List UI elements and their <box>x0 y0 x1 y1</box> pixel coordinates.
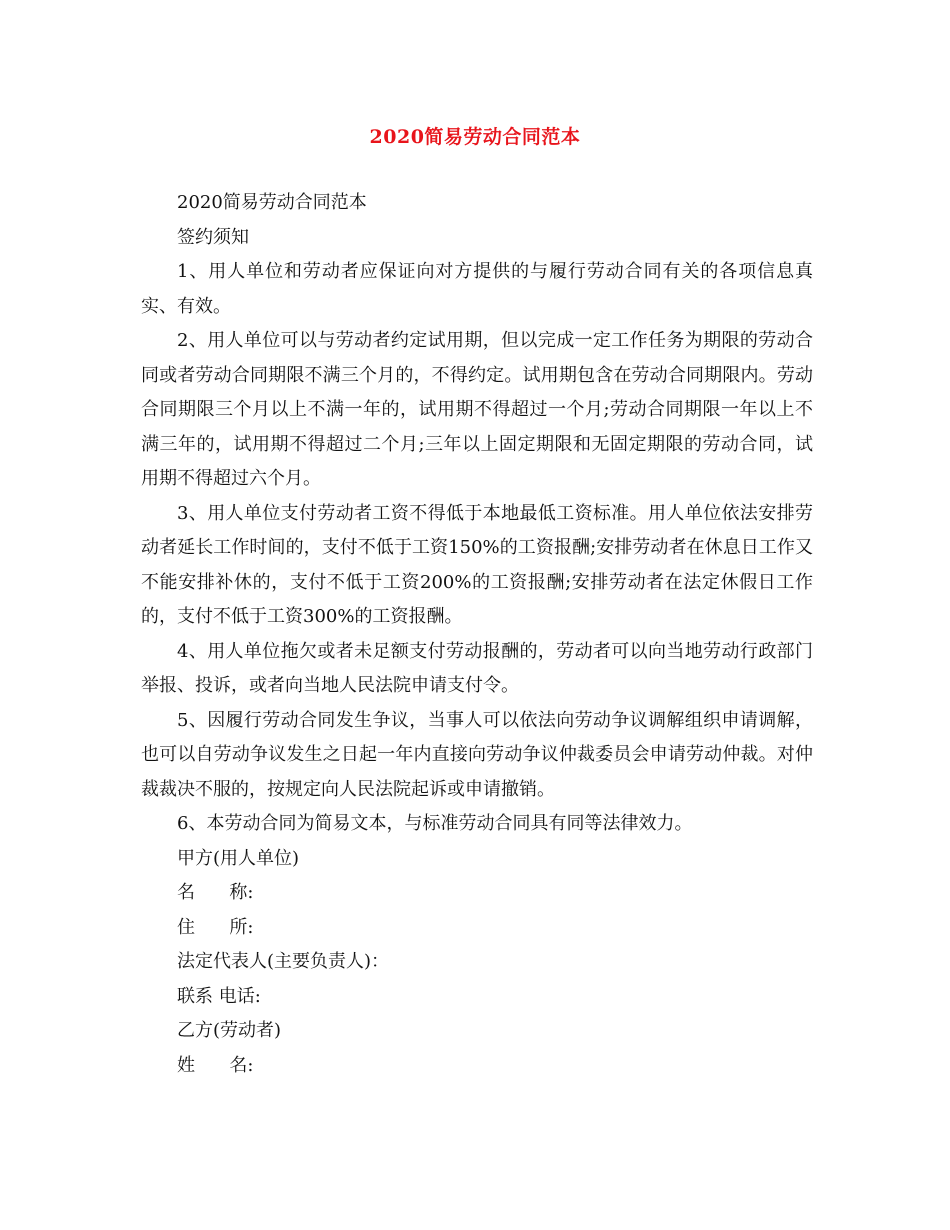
party-b-name-label: 姓 名: <box>177 1054 254 1076</box>
notice-title: 签约须知 <box>177 226 249 248</box>
party-b-heading: 乙方(劳动者) <box>177 1020 282 1041</box>
clause-2: 2、用人单位可以与劳动者约定试用期，但以完成一定工作任务为期限的劳动合同或者劳动合同期限不满三个月的，不得约定。试用期包含在劳动合同期限内。劳动合同期限三个月以上不满一年的，试用期不得超过一个月;劳动合同期限一年以上不满三年的，试用期不得超过二个月;三年以上固定期限和无固定期限的劳动合同，试用期不得超过六个月。 <box>141 330 813 489</box>
document-body <box>141 186 813 1083</box>
clause-3: 3、用人单位支付劳动者工资不得低于本地最低工资标准。用人单位依法安排劳动者延长工作时间的，支付不低于工资150%的工资报酬;安排劳动者在休息日工作又不能安排补休的，支付不低于工资200%的工资报酬;安排劳动者在法定休假日工作的，支付不低于工资300%的工资报酬。 <box>141 502 813 627</box>
clause-6: 6、本劳动合同为简易文本，与标准劳动合同具有同等法律效力。 <box>177 813 693 834</box>
party-a-address-label: 住 所: <box>177 916 254 938</box>
clause-4: 4、用人单位拖欠或者未足额支付劳动报酬的，劳动者可以向当地劳动行政部门举报、投诉，或者向当地人民法院申请支付令。 <box>141 640 813 696</box>
party-a-name-label: 名 称: <box>177 882 254 903</box>
party-a-heading: 甲方(用人单位) <box>177 847 300 869</box>
document-title: 2020简易劳动合同范本 <box>369 126 581 148</box>
clause-1: 1、用人单位和劳动者应保证向对方提供的与履行劳动合同有关的各项信息真实、有效。 <box>141 261 813 317</box>
party-a-phone-label: 联系 电话: <box>177 985 261 1007</box>
party-a-rep-label: 法定代表人(主要负责人)： <box>177 951 390 972</box>
heading-repeat: 2020简易劳动合同范本 <box>177 192 367 213</box>
clause-5: 5、因履行劳动合同发生争议，当事人可以依法向劳动争议调解组织申请调解，也可以自劳动争议发生之日起一年内直接向劳动争议仲裁委员会申请劳动仲裁。对仲裁裁决不服的，按规定向人民法院起诉或申请撤销。 <box>141 709 813 800</box>
